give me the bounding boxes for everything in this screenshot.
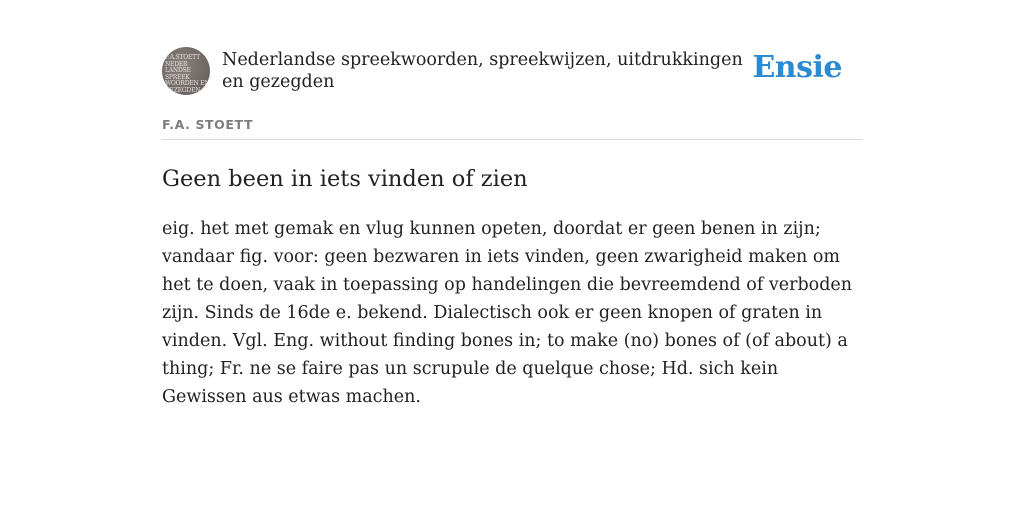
page	[162, 0, 862, 411]
entry-title: Geen been in iets vinden of zien	[162, 166, 528, 192]
book-cover-image[interactable]	[162, 47, 210, 95]
author-name: F.A. STOETT	[162, 117, 862, 140]
book-cover-text: F.A.STOETT NEDER LANDSE SPREEK WOORDEN EN GEZEGDEN	[165, 54, 210, 94]
ensie-logo[interactable]: Ensie	[752, 50, 842, 85]
book-title[interactable]: Nederlandse spreekwoorden, spreekwijzen, uitdrukkingen en gezegden	[222, 50, 743, 92]
entry-body: eig. het met gemak en vlug kunnen opeten, doordat er geen benen in zijn; vandaar fig. voor: geen bezwaren in iets vinden, geen zwarigheid maken om het te doen, vaak in toepassing op handelingen die bevreemdend of verboden zijn. Sinds de 16de e. bekend. Dialectisch ook er geen knopen of graten in vinden. Vgl. Eng. without finding bones in; to make (no) bones of (of about) a thing; Fr. ne se faire pas un scrupule de quelque chose; Hd. sich kein Gewissen aus etwas machen.	[162, 219, 853, 407]
